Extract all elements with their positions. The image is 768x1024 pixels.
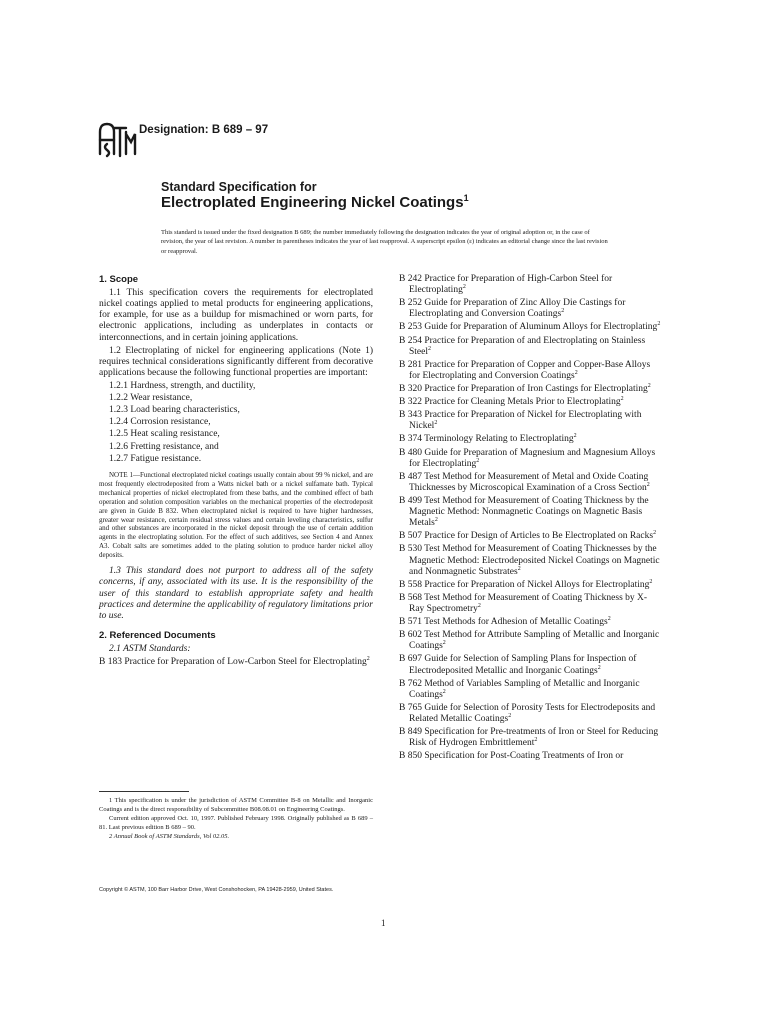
reference-text: Test Method for Attribute Sampling of Metallic and Inorganic Coatings	[409, 630, 660, 652]
property-list	[99, 381, 373, 465]
reference-text: Practice for Preparation of Nickel for Electroplating with Nickel	[409, 410, 642, 432]
reference-text: Method of Variables Sampling of Metallic and Inorganic Coatings	[409, 678, 640, 700]
reference-item	[399, 448, 662, 470]
reference-code: B 374	[399, 434, 422, 445]
reference-item	[399, 751, 662, 762]
reference-item	[399, 727, 662, 749]
para-1-1: 1.1 This specification covers the requirements for electroplated nickel coatings applied to metal products for engineering applications, for example, for use as a buildup for mismachined or worn parts, for electronic applications, including as underplates in contacts or interconnections, and in certain joining applications.	[99, 288, 373, 343]
reference-sup: 2	[653, 530, 657, 537]
reference-sup: 2	[620, 395, 624, 402]
reference-code: B 850	[399, 751, 422, 762]
reference-sup: 2	[647, 382, 651, 389]
reference-code: B 320	[399, 383, 422, 394]
reference-item	[399, 384, 662, 395]
reference-item	[399, 496, 662, 529]
reference-code: B 254	[399, 335, 422, 346]
reference-item	[399, 654, 662, 676]
left-column	[99, 274, 373, 670]
reference-text: Guide for Selection of Sampling Plans for Inspection of Electrodeposited Metallic and Inorganic Coatings	[409, 654, 637, 676]
reference-sup: 2	[646, 481, 650, 488]
reference-code: B 602	[399, 630, 422, 641]
reference-text: Practice for Preparation of Nickel Alloys for Electroplating	[421, 579, 650, 590]
reference-item	[399, 544, 662, 577]
document-title-text: Electroplated Engineering Nickel Coatings	[161, 194, 464, 211]
reference-text: Test Method for Measurement of Coating Thickness by the Magnetic Method: Nonmagnetic Coatings on Magnetic Basis Metals	[409, 495, 649, 529]
reference-item	[399, 360, 662, 382]
reference-sup: 2	[462, 283, 466, 290]
reference-text: Practice for Preparation of and Electroplating on Stainless Steel	[409, 335, 646, 357]
reference-b183	[99, 657, 373, 668]
footnote-1: 1 This specification is under the jurisdiction of ASTM Committee B-8 on Metallic and Inorganic Coatings and is the direct responsibility of Subcommittee B08.08.01 on Engineering Coatings.	[99, 797, 373, 813]
reference-sup: 2	[434, 420, 438, 427]
reference-sup: 2	[607, 615, 611, 622]
reference-sup: 2	[477, 602, 481, 609]
reference-text: Guide for Preparation of Aluminum Alloys for Electroplating	[421, 322, 658, 333]
reference-code: B 252	[399, 298, 422, 309]
reference-text: Guide for Preparation of Magnesium and Magnesium Alloys for Electroplating	[409, 447, 656, 469]
reference-text: Test Method for Measurement of Coating Thicknesses by the Magnetic Method: Electrodeposited Nickel Coatings on Magnetic and Nonmagnetic Substrates	[409, 544, 660, 577]
footnote-rule	[99, 791, 189, 792]
reference-code: B 558	[399, 579, 422, 590]
reference-code: B 697	[399, 654, 422, 665]
list-item: 1.2.6 Fretting resistance, and	[109, 441, 219, 452]
reference-item	[399, 617, 662, 628]
list-item: 1.2.4 Corrosion resistance,	[109, 417, 211, 428]
list-item: 1.2.3 Load bearing characteristics,	[109, 405, 240, 416]
reference-code: B 568	[399, 592, 422, 603]
reference-code: B 571	[399, 617, 422, 628]
reference-sup: 2	[517, 565, 521, 572]
reference-code: B 322	[399, 397, 422, 408]
reference-code: B 499	[399, 495, 422, 506]
reference-text: Practice for Preparation of High-Carbon Steel for Electroplating	[409, 274, 613, 296]
reference-code: B 480	[399, 447, 422, 458]
reference-sup: 2	[366, 655, 370, 662]
reference-list	[399, 274, 662, 762]
reference-code: B 530	[399, 544, 422, 555]
reference-text: Specification for Post-Coating Treatments of Iron or	[421, 751, 624, 762]
reference-code: B 343	[399, 410, 422, 421]
right-column	[399, 274, 662, 764]
reference-item	[399, 531, 662, 542]
list-item: 1.2.1 Hardness, strength, and ductility,	[109, 380, 256, 391]
reference-sup: 2	[442, 640, 446, 647]
reference-sup: 2	[649, 578, 653, 585]
logo-text: ASTM	[95, 118, 98, 119]
note-1: NOTE 1—Functional electroplated nickel coatings usually contain about 99 % nickel, and are most frequently electrodeposited from a Watts nickel bath or a nickel sulfamate bath. Typical mechanical properties of nickel electroplated from these baths, and the combined effect of bath operation and solution composition variables on the mechanical properties of the electrodeposit are given in Guide B 832. When electroplated nickel is required to have higher hardnesses, greater wear resistance, certain residual stress values and certain leveling characteristics, sulfur and other substances are incorporated in the nickel deposit through the use of certain addition agents in the electroplating solution. For the effect of such additives, see Section 4 and Annex A3. Cobalt salts are sometimes added to the plating solution to produce harder nickel alloy deposits.	[99, 470, 373, 560]
footnote-edition: Current edition approved Oct. 10, 1997. Published February 1998. Originally published as B 689 – 81. Last previous edition B 689 – 90.	[99, 814, 373, 831]
para-1-3: 1.3 This standard does not purport to address all of the safety concerns, if any, associated with its use. It is the responsibility of the user of this standard to establish appropriate safety and health practices and determine the applicability of regulatory limitations prior to use.	[99, 566, 373, 621]
reference-text: Test Method for Measurement of Coating Thickness by X-Ray Spectrometry	[409, 592, 648, 614]
reference-text: Practice for Preparation of Copper and Copper-Base Alloys for Electroplating and Conversion Coatings	[409, 359, 651, 381]
copyright: Copyright © ASTM, 100 Barr Harbor Drive, West Conshohocken, PA 19428-2959, United States.	[99, 887, 334, 893]
reference-code: B 507	[399, 531, 422, 542]
reference-code: B 242	[399, 274, 422, 284]
reference-sup: 2	[428, 345, 431, 352]
document-title	[161, 194, 469, 211]
reference-sup: 2	[442, 688, 446, 695]
reference-code: B 281	[399, 359, 422, 370]
reference-sup: 2	[574, 369, 578, 376]
reference-code: B 487	[399, 471, 422, 482]
astm-logo	[95, 118, 137, 162]
standard-spec-label: Standard Specification for	[161, 180, 317, 194]
reference-text: Test Methods for Adhesion of Metallic Coatings	[421, 617, 608, 628]
reference-item	[399, 630, 662, 652]
reference-item	[399, 593, 662, 615]
reference-item	[399, 322, 662, 333]
reference-sup: 2	[657, 321, 661, 328]
reference-text: Test Method for Measurement of Metal and Oxide Coating Thicknesses by Microscopical Examination of a Cross Section	[409, 471, 649, 493]
reference-item	[399, 580, 662, 591]
reference-code: B 765	[399, 702, 422, 713]
reference-sup: 2	[597, 664, 601, 671]
reference-item	[399, 410, 662, 432]
reference-sup: 2	[508, 712, 512, 719]
reference-sup: 2	[434, 517, 438, 524]
reference-sup: 2	[573, 433, 577, 440]
astm-standards-label: 2.1 ASTM Standards:	[109, 643, 191, 654]
reference-item	[399, 298, 662, 320]
reference-sup: 2	[476, 457, 480, 464]
page-number: 1	[381, 918, 386, 928]
reference-code: B 762	[399, 678, 422, 689]
reference-text: Guide for Selection of Porosity Tests for Electrodeposits and Related Metallic Coatings	[409, 702, 656, 724]
list-item: 1.2.5 Heat scaling resistance,	[109, 429, 220, 440]
reference-sup: 2	[534, 737, 538, 743]
footnotes	[99, 797, 373, 842]
reference-text: Terminology Relating to Electroplating	[421, 434, 574, 445]
reference-text: Guide for Preparation of Zinc Alloy Die Castings for Electroplating and Conversion Coatings	[409, 298, 626, 320]
reference-sup: 2	[561, 308, 565, 315]
reference-item	[399, 679, 662, 701]
reference-code: B 253	[399, 322, 422, 333]
reference-text: Practice for Cleaning Metals Prior to Electroplating	[421, 397, 621, 408]
reference-code: B 849	[399, 727, 422, 738]
reference-item	[399, 274, 662, 296]
para-1-2: 1.2 Electroplating of nickel for engineering applications (Note 1) requires technical considerations significantly different from decorative applications because the following functional properties are important:	[99, 345, 373, 378]
reference-text: Practice for Design of Articles to Be Electroplated on Racks	[421, 531, 654, 542]
reference-item	[399, 472, 662, 494]
issue-note: This standard is issued under the fixed designation B 689; the number immediately following the designation indicates the year of original adoption or, in the case of revision, the year of last revision. A number in parentheses indicates the year of last reapproval. A superscript epsilon (ε) indicates an editorial change since the last revision or reapproval.	[161, 229, 608, 255]
list-item: 1.2.2 Wear resistance,	[109, 393, 193, 404]
reference-item	[399, 703, 662, 725]
referenced-documents-heading: 2. Referenced Documents	[99, 629, 216, 641]
designation: Designation: B 689 – 97	[139, 124, 269, 136]
footnote-2: 2 Annual Book of ASTM Standards, Vol 02.05.	[109, 832, 230, 840]
title-footnote-mark: 1	[463, 193, 469, 203]
reference-text: Specification for Pre-treatments of Iron or Steel for Reducing Risk of Hydrogen Embrittlement	[409, 727, 659, 749]
reference-item	[399, 397, 662, 408]
reference-text: Practice for Preparation of Iron Castings for Electroplating	[421, 383, 648, 394]
reference-item	[399, 434, 662, 445]
list-item: 1.2.7 Fatigue resistance.	[109, 453, 202, 464]
scope-heading: 1. Scope	[99, 274, 139, 285]
reference-item	[399, 336, 662, 358]
reference-text: B 183 Practice for Preparation of Low-Carbon Steel for Electroplating	[99, 657, 367, 668]
